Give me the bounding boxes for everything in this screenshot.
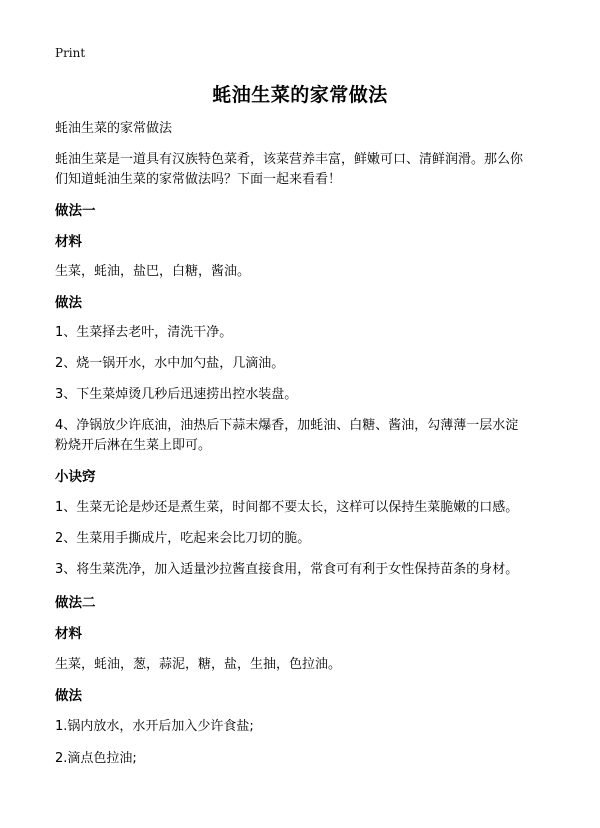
tip-2: 2、生菜用手撕成片，吃起来会比刀切的脆。 bbox=[55, 531, 311, 546]
method1-step-2: 2、烧一锅开水，水中加勺盐，几滴油。 bbox=[55, 356, 285, 371]
method1-step-4-line-1: 4、净锅放少许底油，油热后下蒜末爆香，加蚝油、白糖、酱油，勾薄薄一层水淀 bbox=[55, 418, 519, 433]
tips-heading: 小诀窍 bbox=[55, 469, 96, 485]
intro-paragraph-line-2: 们知道蚝油生菜的家常做法吗？下面一起来看看！ bbox=[55, 172, 342, 187]
method2-materials: 生菜，蚝油，葱，蒜泥，糖，盐，生抽，色拉油。 bbox=[55, 657, 342, 672]
print-link[interactable]: Print bbox=[55, 46, 86, 60]
method1-materials: 生菜，蚝油，盐巴，白糖，酱油。 bbox=[55, 264, 251, 279]
intro-paragraph-line-1: 蚝油生菜是一道具有汉族特色菜肴，该菜营养丰富，鲜嫩可口、清鲜润滑。那么你 bbox=[55, 152, 524, 167]
page-title: 蚝油生菜的家常做法 bbox=[212, 84, 388, 106]
method1-step-3: 3、下生菜焯烫几秒后迅速捞出控水装盘。 bbox=[55, 387, 298, 402]
method2-materials-heading: 材料 bbox=[55, 626, 82, 642]
subtitle: 蚝油生菜的家常做法 bbox=[55, 121, 173, 136]
method2-step-1: 1.锅内放水，水开后加入少许食盐; bbox=[55, 719, 254, 734]
method1-materials-heading: 材料 bbox=[55, 234, 82, 250]
method1-heading: 做法一 bbox=[55, 203, 96, 219]
tip-3: 3、将生菜洗净，加入适量沙拉酱直接食用，常食可有利于女性保持苗条的身材。 bbox=[55, 562, 519, 577]
method1-step-1: 1、生菜择去老叶，清洗干净。 bbox=[55, 325, 233, 340]
method1-steps-heading: 做法 bbox=[55, 295, 82, 311]
method2-heading: 做法二 bbox=[55, 595, 96, 611]
method2-step-2: 2.滴点色拉油; bbox=[55, 751, 137, 766]
method2-steps-heading: 做法 bbox=[55, 688, 82, 704]
method1-step-4-line-2: 粉烧开后淋在生菜上即可。 bbox=[55, 438, 212, 453]
tip-1: 1、生菜无论是炒还是煮生菜，时间都不要太长，这样可以保持生菜脆嫩的口感。 bbox=[55, 500, 519, 515]
